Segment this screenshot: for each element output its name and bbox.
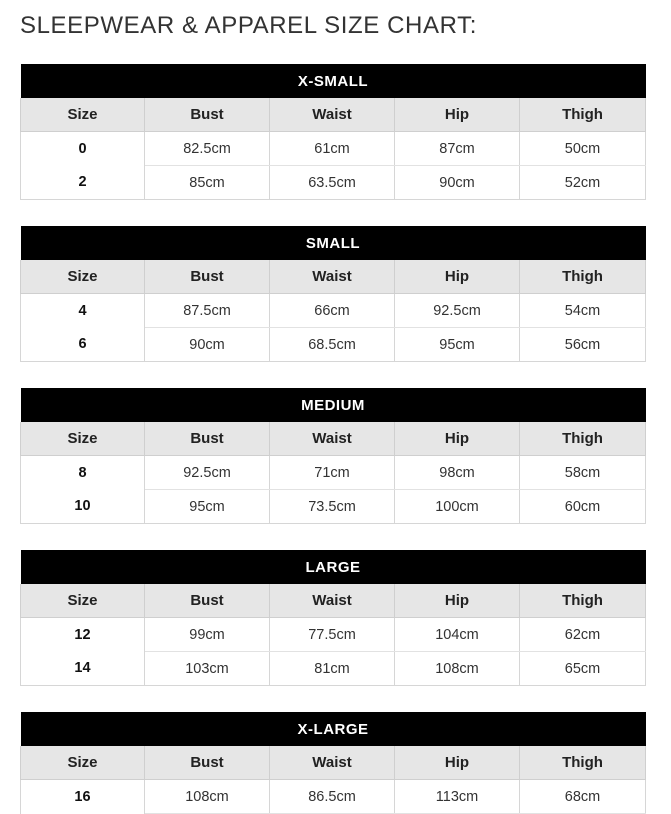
thigh-value: 60cm (520, 490, 646, 524)
size-table-medium (20, 388, 646, 524)
bust-value: 87.5cm (145, 294, 270, 328)
column-header-size: Size (21, 422, 145, 456)
hip-value: 90cm (395, 166, 520, 200)
group-title: MEDIUM (21, 388, 646, 422)
column-header-waist: Waist (270, 260, 395, 294)
bust-value: 92.5cm (145, 456, 270, 490)
table-row (21, 780, 646, 814)
hip-value: 87cm (395, 132, 520, 166)
waist-value: 68.5cm (270, 328, 395, 362)
table-row (21, 652, 646, 686)
column-header-bust: Bust (145, 98, 270, 132)
waist-value: 71cm (270, 456, 395, 490)
column-header-waist: Waist (270, 422, 395, 456)
thigh-value: 68cm (520, 780, 646, 814)
size-table-small (20, 226, 646, 362)
thigh-value: 58cm (520, 456, 646, 490)
column-header-size: Size (21, 746, 145, 780)
table-row (21, 618, 646, 652)
bust-value: 108cm (145, 780, 270, 814)
column-header-bust: Bust (145, 260, 270, 294)
column-header-waist: Waist (270, 584, 395, 618)
table-row (21, 490, 646, 524)
column-header-bust: Bust (145, 584, 270, 618)
bust-value: 99cm (145, 618, 270, 652)
table-row (21, 166, 646, 200)
thigh-value: 52cm (520, 166, 646, 200)
hip-value: 108cm (395, 652, 520, 686)
size-value: 10 (21, 490, 145, 524)
column-header-size: Size (21, 584, 145, 618)
column-header-size: Size (21, 98, 145, 132)
bust-value: 82.5cm (145, 132, 270, 166)
table-row (21, 132, 646, 166)
waist-value: 81cm (270, 652, 395, 686)
table-row (21, 456, 646, 490)
column-header-hip: Hip (395, 260, 520, 294)
column-header-thigh: Thigh (520, 260, 646, 294)
waist-value: 61cm (270, 132, 395, 166)
bust-value: 95cm (145, 490, 270, 524)
column-header-hip: Hip (395, 422, 520, 456)
hip-value: 113cm (395, 780, 520, 814)
column-header-size: Size (21, 260, 145, 294)
group-title: SMALL (21, 226, 646, 260)
column-header-thigh: Thigh (520, 422, 646, 456)
thigh-value: 54cm (520, 294, 646, 328)
bust-value: 103cm (145, 652, 270, 686)
waist-value: 63.5cm (270, 166, 395, 200)
thigh-value: 56cm (520, 328, 646, 362)
column-header-bust: Bust (145, 422, 270, 456)
column-header-bust: Bust (145, 746, 270, 780)
size-value: 14 (21, 652, 145, 686)
size-table-x-large (20, 712, 646, 814)
bust-value: 90cm (145, 328, 270, 362)
column-header-hip: Hip (395, 584, 520, 618)
hip-value: 95cm (395, 328, 520, 362)
column-header-hip: Hip (395, 746, 520, 780)
hip-value: 92.5cm (395, 294, 520, 328)
column-header-thigh: Thigh (520, 98, 646, 132)
waist-value: 66cm (270, 294, 395, 328)
waist-value: 86.5cm (270, 780, 395, 814)
hip-value: 100cm (395, 490, 520, 524)
column-header-thigh: Thigh (520, 746, 646, 780)
table-row (21, 294, 646, 328)
size-value: 2 (21, 166, 145, 200)
table-row (21, 328, 646, 362)
hip-value: 104cm (395, 618, 520, 652)
column-header-waist: Waist (270, 98, 395, 132)
group-title: LARGE (21, 550, 646, 584)
size-table-x-small (20, 64, 646, 200)
size-value: 8 (21, 456, 145, 490)
waist-value: 77.5cm (270, 618, 395, 652)
thigh-value: 62cm (520, 618, 646, 652)
size-value: 16 (21, 780, 145, 814)
size-value: 0 (21, 132, 145, 166)
column-header-thigh: Thigh (520, 584, 646, 618)
size-value: 4 (21, 294, 145, 328)
thigh-value: 65cm (520, 652, 646, 686)
page-title: SLEEPWEAR & APPAREL SIZE CHART: (20, 12, 477, 39)
size-value: 12 (21, 618, 145, 652)
size-table-large (20, 550, 646, 686)
column-header-hip: Hip (395, 98, 520, 132)
group-title: X-SMALL (21, 64, 646, 98)
hip-value: 98cm (395, 456, 520, 490)
bust-value: 85cm (145, 166, 270, 200)
group-title: X-LARGE (21, 712, 646, 746)
thigh-value: 50cm (520, 132, 646, 166)
column-header-waist: Waist (270, 746, 395, 780)
size-value: 6 (21, 328, 145, 362)
waist-value: 73.5cm (270, 490, 395, 524)
